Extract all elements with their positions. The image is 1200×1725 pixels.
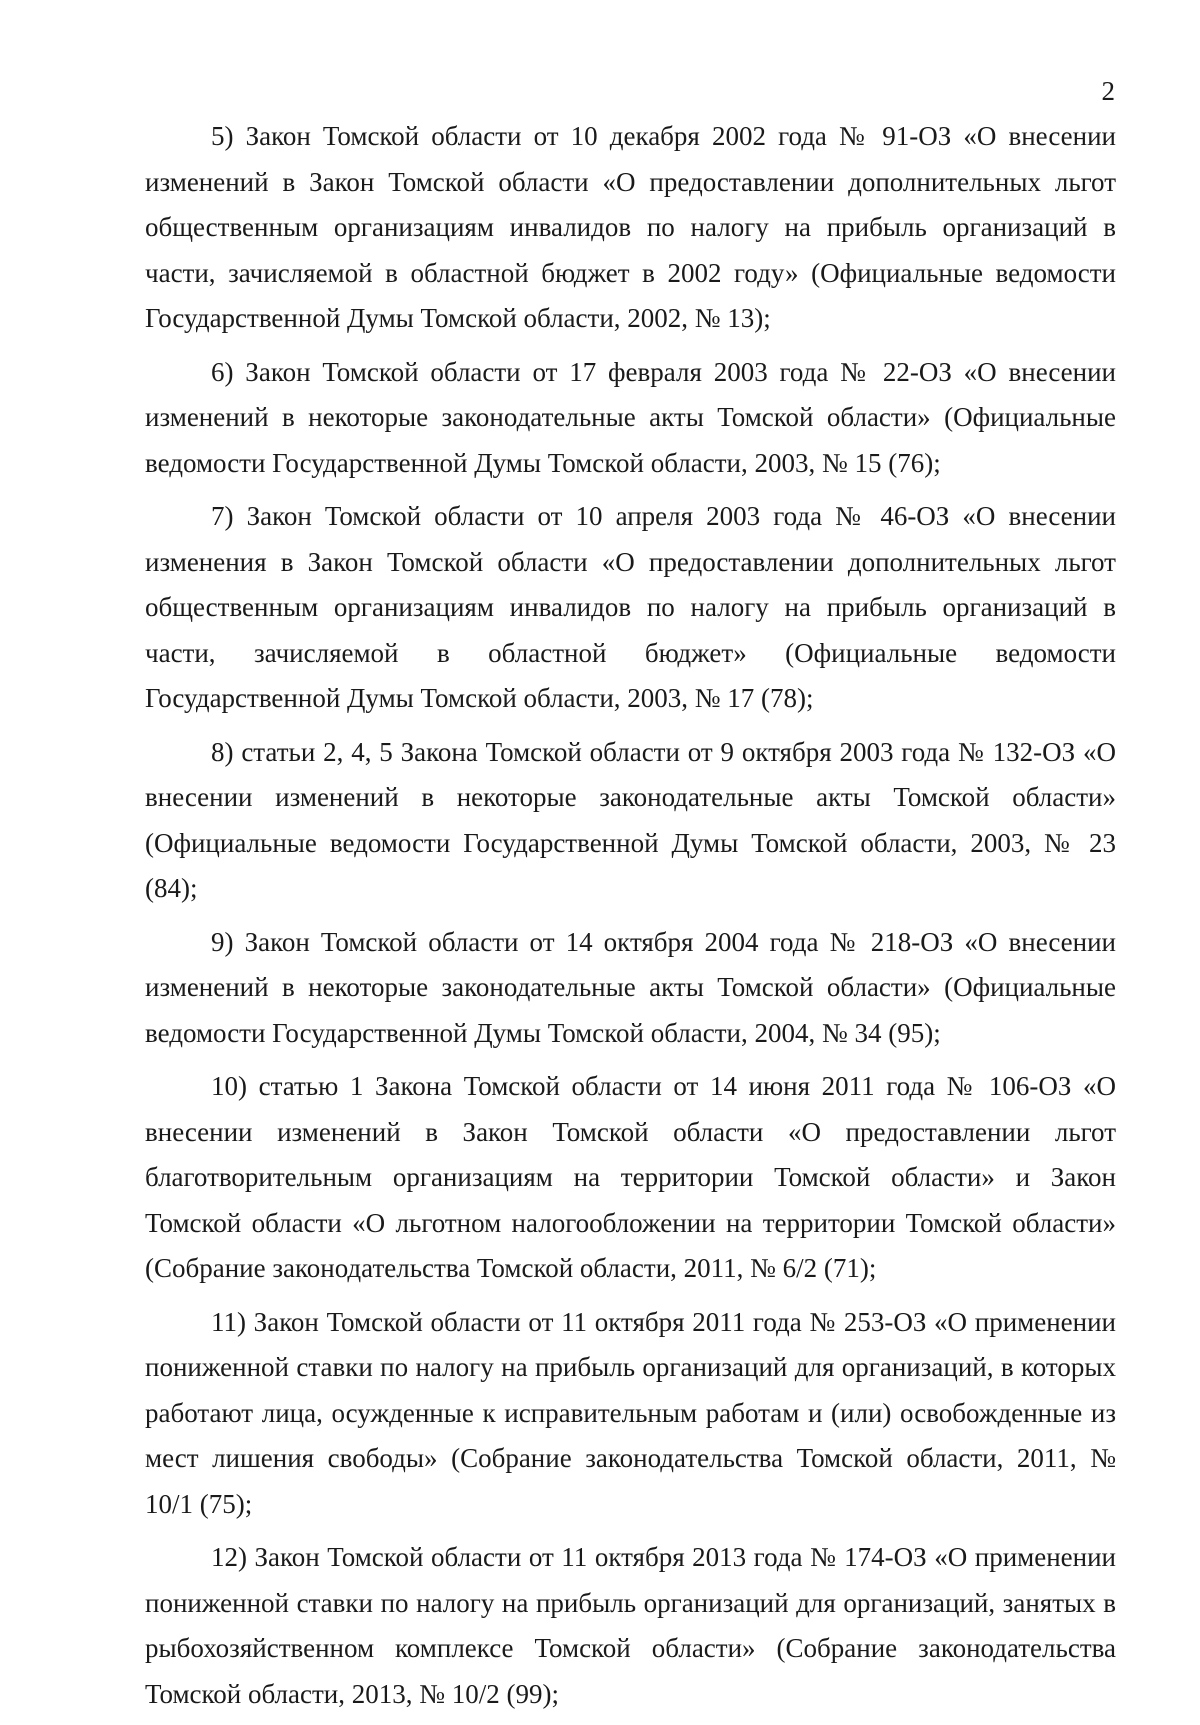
list-item-7: 7) Закон Томской области от 10 апреля 2003 года № 46-ОЗ «О внесении изменения в Закон Томской области «О предоставлении дополнительных льгот общественным организациям инвалидов по налогу на прибыль организаций в части, зачисляемой в областной бюджет» (Официальные ведомости Государственной Думы Томской области, 2003, № 17 (78); — [145, 501, 1116, 713]
list-item-12: 12) Закон Томской области от 11 октября 2013 года № 174-ОЗ «О применении пониженной ставки по налогу на прибыль организаций для организаций, занятых в рыбохозяйственном комплексе Томской области» (Собрание законодательства Томской области, 2013, № 10/2 (99); — [145, 1542, 1116, 1709]
list-item-8: 8) статьи 2, 4, 5 Закона Томской области от 9 октября 2003 года № 132-ОЗ «О внесении изменений в некоторые законодательные акты Томской области» (Официальные ведомости Государственной Думы Томской области, 2003, № 23 (84); — [145, 736, 1116, 903]
list-item-10: 10) статью 1 Закона Томской области от 14 июня 2011 года № 106-ОЗ «О внесении изменений в Закон Томской области «О предоставлении льгот благотворительным организациям на территории Томской области» и Закон Томской области «О льготном налогообложении на территории Томской области» (Собрание законодательства Томской области, 2011, № 6/2 (71); — [145, 1071, 1116, 1283]
document-body — [145, 114, 1116, 1725]
list-item-11: 11) Закон Томской области от 11 октября 2011 года № 253-ОЗ «О применении пониженной ставки по налогу на прибыль организаций для организаций, в которых работают лица, осужденные к исправительным работам и (или) освобожденные из мест лишения свободы» (Собрание законодательства Томской области, 2011, № 10/1 (75); — [145, 1306, 1116, 1519]
page-number: 2 — [1101, 76, 1115, 106]
list-item-6: 6) Закон Томской области от 17 февраля 2003 года № 22-ОЗ «О внесении изменений в некоторые законодательные акты Томской области» (Официальные ведомости Государственной Думы Томской области, 2003, № 15 (76); — [145, 356, 1116, 478]
list-item-9: 9) Закон Томской области от 14 октября 2004 года № 218-ОЗ «О внесении изменений в некоторые законодательные акты Томской области» (Официальные ведомости Государственной Думы Томской области, 2004, № 34 (95); — [145, 926, 1116, 1048]
list-item-5: 5) Закон Томской области от 10 декабря 2002 года № 91-ОЗ «О внесении изменений в Закон Томской области «О предоставлении дополнительных льгот общественным организациям инвалидов по налогу на прибыль организаций в части, зачисляемой в областной бюджет в 2002 году» (Официальные ведомости Государственной Думы Томской области, 2002, № 13); — [145, 121, 1116, 333]
